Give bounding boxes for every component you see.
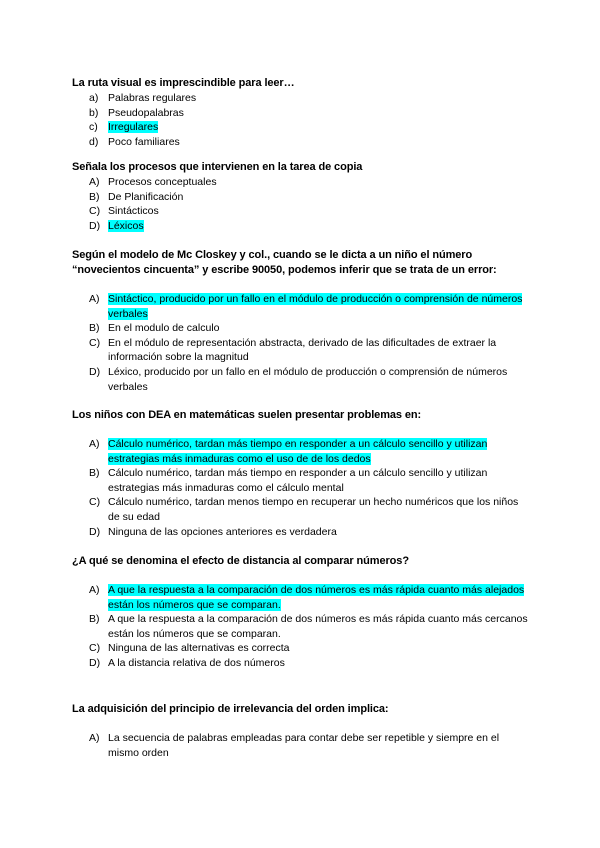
option-text: De Planificación xyxy=(108,190,184,203)
option-a xyxy=(89,437,528,466)
option-marker: D) xyxy=(89,656,101,669)
option-text: Pseudopalabras xyxy=(108,106,184,119)
option-marker: B) xyxy=(89,613,100,626)
option-text: A que la respuesta a la comparación de dos números es más rápida cuanto más cercanos están los números que se comparan. xyxy=(108,613,528,640)
option-c xyxy=(89,120,528,135)
option-list xyxy=(0,175,600,233)
option-b xyxy=(89,106,528,121)
option-text-highlighted: Irregulares xyxy=(108,121,159,134)
option-b xyxy=(89,612,528,641)
option-text-highlighted: Léxicos xyxy=(108,219,144,232)
option-text: Poco familiares xyxy=(108,135,180,148)
option-text: Ninguna de las alternativas es correcta xyxy=(108,642,290,655)
option-text: Cálculo numérico, tardan menos tiempo en recuperar un hecho numéricos que los niños de su edad xyxy=(108,496,519,523)
question-5 xyxy=(0,554,600,671)
option-marker: C) xyxy=(89,496,101,509)
option-text-highlighted: Sintáctico, producido por un fallo en el módulo de producción o comprensión de números verbales xyxy=(108,293,523,320)
option-marker: B) xyxy=(89,190,100,203)
option-a xyxy=(89,292,528,321)
question-text: ¿A qué se denomina el efecto de distancia al comparar números? xyxy=(72,555,409,567)
option-list xyxy=(0,731,600,760)
option-d xyxy=(89,135,528,150)
option-c xyxy=(89,336,528,365)
option-text-highlighted: A que la respuesta a la comparación de dos números es más rápida cuanto más alejados están los números que se comparan. xyxy=(108,584,525,611)
option-marker: B) xyxy=(89,322,100,335)
option-marker: c) xyxy=(89,121,98,134)
option-c xyxy=(89,204,528,219)
option-marker: B) xyxy=(89,467,100,480)
option-d xyxy=(89,525,528,540)
option-marker: b) xyxy=(89,106,99,119)
spacer xyxy=(0,717,600,731)
option-a xyxy=(89,731,528,760)
option-b xyxy=(89,466,528,495)
question-text: Los niños con DEA en matemáticas suelen presentar problemas en: xyxy=(72,409,422,421)
option-d xyxy=(89,656,528,671)
question-4 xyxy=(0,408,600,539)
option-b xyxy=(89,321,528,336)
question-text: La adquisición del principio de irrelevancia del orden implica: xyxy=(72,703,389,715)
option-marker: D) xyxy=(89,365,101,378)
option-marker: D) xyxy=(89,525,101,538)
option-text: Léxico, producido por un fallo en el módulo de producción o comprensión de números verbales xyxy=(108,365,508,393)
option-text: Sintácticos xyxy=(108,205,159,218)
option-text: La secuencia de palabras empleadas para contar debe ser repetible y siempre en el mismo orden xyxy=(108,732,500,759)
option-marker: A) xyxy=(89,584,100,596)
spacer xyxy=(0,569,600,583)
option-text: En el módulo de representación abstracta, derivado de las dificultades de extraer la información sobre la magnitud xyxy=(108,336,497,364)
option-a xyxy=(89,175,528,190)
option-marker: A) xyxy=(89,438,100,450)
option-text: Ninguna de las opciones anteriores es verdadera xyxy=(108,525,337,538)
option-c xyxy=(89,641,528,656)
question-text: Señala los procesos que intervienen en la tarea de copia xyxy=(72,161,363,173)
option-text: Procesos conceptuales xyxy=(108,176,217,188)
question-1 xyxy=(0,76,600,149)
option-list xyxy=(0,583,600,671)
option-c xyxy=(89,495,528,524)
question-text: La ruta visual es imprescindible para leer… xyxy=(72,77,295,89)
option-d xyxy=(89,365,528,394)
spacer xyxy=(0,423,600,437)
question-2 xyxy=(0,160,600,233)
option-d xyxy=(89,219,528,234)
option-a xyxy=(89,583,528,612)
option-list xyxy=(0,91,600,149)
option-marker: C) xyxy=(89,642,101,655)
option-list xyxy=(0,437,600,539)
question-3 xyxy=(0,248,600,394)
option-marker: C) xyxy=(89,336,101,349)
option-list xyxy=(0,292,600,394)
question-text: Según el modelo de Mc Closkey y col., cuando se le dicta a un niño el número “novecientos cincuenta” y escribe 90050, podemos inferir que se trata de un error: xyxy=(72,249,497,276)
option-text: Cálculo numérico, tardan más tiempo en responder a un cálculo sencillo y utilizan estrategias más inmaduras como el cálculo mental xyxy=(108,467,488,494)
option-text: En el modulo de calculo xyxy=(108,322,220,335)
option-a xyxy=(89,91,528,106)
option-b xyxy=(89,190,528,205)
option-marker: D) xyxy=(89,219,101,232)
option-marker: A) xyxy=(89,293,100,305)
option-marker: A) xyxy=(89,732,100,744)
option-marker: A) xyxy=(89,176,100,188)
option-marker: C) xyxy=(89,205,101,218)
option-text: A la distancia relativa de dos números xyxy=(108,656,285,669)
option-marker: d) xyxy=(89,135,99,148)
spacer xyxy=(0,278,600,292)
option-text: Palabras regulares xyxy=(108,92,197,104)
option-text-highlighted: Cálculo numérico, tardan más tiempo en responder a un cálculo sencillo y utilizan estrategias más inmaduras como el uso de de los dedos xyxy=(108,438,488,465)
question-6 xyxy=(0,702,600,760)
option-marker: a) xyxy=(89,92,99,104)
